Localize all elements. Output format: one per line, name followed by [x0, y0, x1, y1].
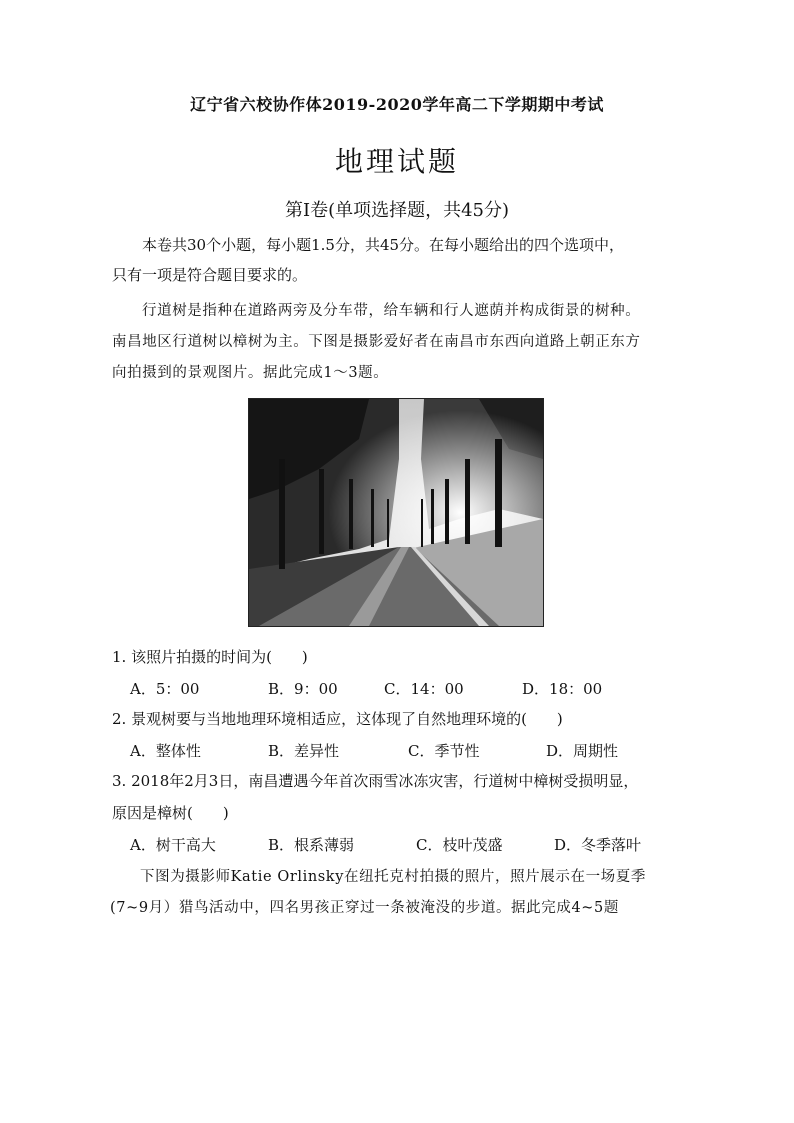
question-3-option-b: B．根系薄弱 [268, 836, 355, 854]
question-1-option-b: B．9：00 [268, 680, 338, 698]
question-1-option-d: D．18：00 [522, 680, 603, 698]
question-2-option-a: A．整体性 [130, 742, 201, 760]
question-2-option-d: D．周期性 [546, 742, 619, 760]
question-3-stem: 原因是樟树( ) [112, 804, 229, 822]
passage-line: 向拍摄到的景观图片。据此完成1～3题。 [112, 365, 389, 381]
passage-1 [112, 296, 692, 389]
section-title: 第Ⅰ卷(单项选择题，共45分) [284, 200, 510, 221]
question-3-option-a: A．树干高大 [130, 836, 216, 854]
question-3-option-d: D．冬季落叶 [554, 836, 642, 854]
subject-title: 地理试题 [334, 145, 459, 178]
question-2-stem: 2. 景观树要与当地地理环境相适应，这体现了自然地理环境的( ) [112, 710, 563, 728]
passage-line: 行道树是指种在道路两旁及分车带，给车辆和行人遮荫并构成街景的树种。 [142, 303, 641, 319]
passage-line: 下图为摄影师Katie Orlinsky在纽托克村拍摄的照片，照片展示在一场夏季 [140, 869, 646, 885]
exam-title: 辽宁省六校协作体2019-2020学年高二下学期期中考试 [190, 95, 604, 114]
passage-2 [110, 862, 700, 924]
question-2-option-c: C．季节性 [408, 742, 480, 760]
question-1-option-c: C．14：00 [384, 680, 464, 698]
tree-lined-road-photo [248, 398, 544, 627]
question-2-option-b: B．差异性 [268, 742, 340, 760]
passage-line: (7~9月）猎鸟活动中，四名男孩正穿过一条被淹没的步道。据此完成4~5题 [110, 900, 619, 916]
instructions-line: 本卷共30个小题，每小题1.5分，共45分。在每小题给出的四个选项中， [142, 236, 625, 254]
question-3-option-c: C．枝叶茂盛 [416, 836, 503, 854]
passage-line: 南昌地区行道树以樟树为主。下图是摄影爱好者在南昌市东西向道路上朝正东方 [112, 334, 641, 350]
question-1-option-a: A．5：00 [130, 680, 200, 698]
instructions-line: 只有一项是符合题目要求的。 [112, 266, 308, 284]
question-1-stem: 1. 该照片拍摄的时间为( ) [112, 648, 308, 666]
instructions [112, 230, 692, 290]
question-3-stem: 3. 2018年2月3日，南昌遭遇今年首次雨雪冰冻灾害，行道树中樟树受损明显， [112, 772, 639, 790]
